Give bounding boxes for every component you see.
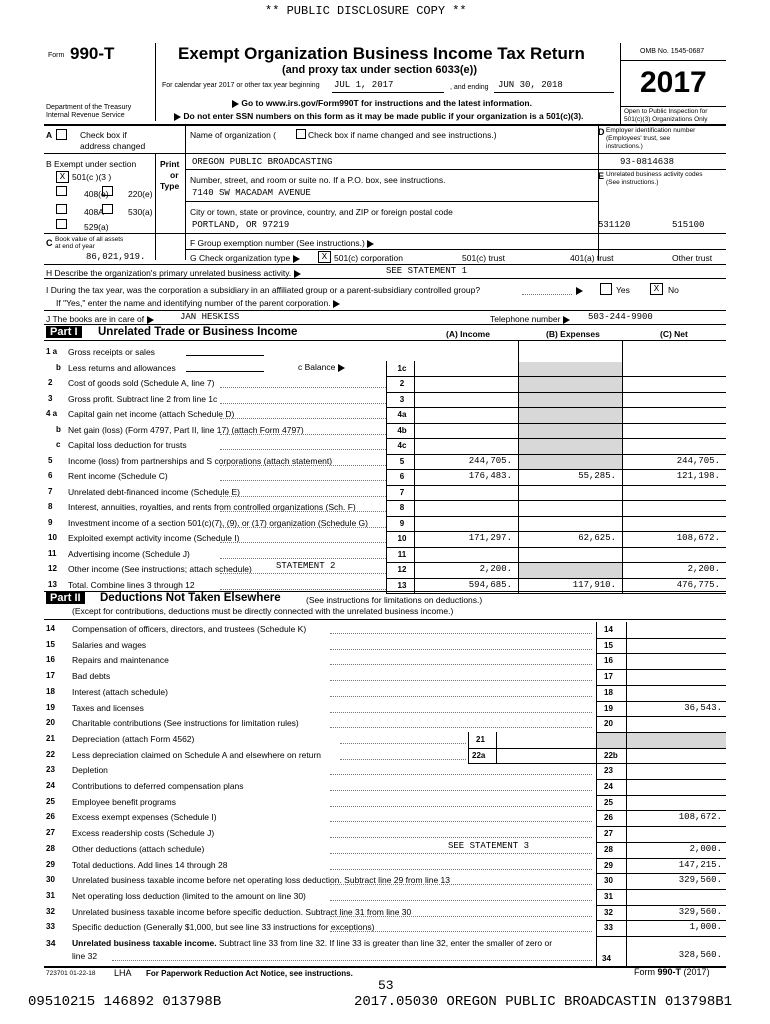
p2-box-label: 20 (604, 719, 613, 729)
501c-corporation-label: 501(c) corporation (334, 253, 403, 263)
book-value-label-1: Book value of all assets (55, 236, 124, 243)
p1-box-label: 11 (397, 549, 407, 559)
type-label: Type (160, 181, 180, 191)
p2-line-num: 16 (46, 655, 55, 665)
tax-year-ending-text: , and ending (450, 84, 489, 91)
408a-checkbox[interactable] (56, 204, 67, 214)
p2-line-label: Unrelated business taxable income before net operating loss deduction. Subtract line 29 from line 13 (72, 875, 451, 886)
p2-line-label: Depreciation (attach Form 4562) (72, 733, 195, 744)
p1-box-label: 13 (397, 580, 407, 590)
arrow-icon (174, 113, 181, 121)
p2-box-label: 27 (604, 829, 613, 839)
line34-box: 34 (602, 954, 611, 963)
p2-line-label: Contributions to deferred compensation plans (72, 781, 244, 791)
501c-corporation-checkbox[interactable]: X (318, 251, 331, 263)
address-changed-line2: address changed (80, 141, 146, 151)
org-name: OREGON PUBLIC BROADCASTING (192, 157, 333, 167)
p1-line-label: Total. Combine lines 3 through 12 (68, 579, 195, 590)
p2-line-label: Unrelated business taxable income before specific deduction. Subtract line 31 from line 30 (72, 906, 412, 917)
col-c-header: (C) Net (660, 329, 688, 339)
p1-line-label: Investment income of a section 501(c)(7), (9), or (17) organization (Schedule G) (68, 517, 368, 528)
arrow-icon (338, 364, 345, 372)
p2-box-label: 15 (604, 640, 613, 650)
p2-line-num: 17 (46, 671, 55, 681)
part2-label: Part II (46, 592, 85, 604)
p2-amount: 1,000. (689, 922, 722, 933)
calendar-year-text: For calendar year 2017 or other tax year beginning (162, 82, 320, 89)
p2-box-label: 16 (604, 656, 613, 666)
or-label: or (170, 170, 179, 180)
p1-line-label: Cost of goods sold (Schedule A, line 7) (68, 378, 215, 388)
p1-line-num: b (56, 362, 61, 372)
p1-amount-b: 55,285. (578, 471, 616, 481)
p2-line-label: Excess readership costs (Schedule J) (72, 828, 215, 839)
p2-line-label: Interest (attach schedule) (72, 686, 168, 697)
p1-amount-c: 2,200. (687, 564, 720, 574)
401a-trust-label: 401(a) trust (570, 253, 614, 263)
parent-corp-label: If "Yes," enter the name and identifying number of the parent corporation. (56, 298, 340, 308)
p2-line-label: Specific deduction (Generally $1,000, but see line 33 instructions for exceptions) (72, 922, 375, 933)
form-subtitle: (and proxy tax under section 6033(e)) (282, 64, 477, 76)
section-501c: 501(c )(3 ) (72, 172, 112, 182)
subsidiary-no-checkbox[interactable]: X (650, 283, 663, 295)
p1-line-num: 6 (48, 471, 53, 480)
529a-checkbox[interactable] (56, 219, 67, 229)
p2-amount: 108,672. (678, 812, 722, 823)
paperwork-notice: For Paperwork Reduction Act Notice, see instructions. (146, 969, 353, 978)
line12-statement: STATEMENT 2 (276, 561, 336, 571)
p2-box-label: 30 (604, 876, 613, 886)
ein-label-1: Employer identification number (606, 127, 696, 134)
no-label: No (668, 285, 679, 295)
p1-amount-c: 476,775. (676, 579, 720, 590)
filing-id: 2017.05030 OREGON PUBLIC BROADCASTIN 013798B1 (354, 994, 733, 1010)
p2-line-num: 30 (46, 875, 55, 885)
lha-label: LHA (114, 968, 132, 978)
p2-line-label: Salaries and wages (72, 639, 147, 650)
p1-box-label: 3 (399, 394, 405, 404)
form-number: 990-T (70, 44, 115, 63)
batch-number: 09510215 146892 013798B (28, 994, 222, 1010)
open-public-line2: 501(c)(3) Organizations Only (624, 116, 708, 123)
group-exemption-label: F Group exemption number (See instructions.) (190, 238, 374, 248)
section-408a: 408A (84, 207, 104, 217)
p1-line-num: 9 (48, 517, 53, 527)
p1-line-label: Net gain (loss) (Form 4797, Part II, line 17) (attach Form 4797) (68, 424, 304, 435)
p2-line-num: 26 (46, 812, 55, 822)
public-disclosure-banner: ** PUBLIC DISCLOSURE COPY ** (265, 4, 467, 18)
501c-trust-label: 501(c) trust (462, 253, 505, 263)
p1-box-label: 7 (399, 487, 405, 497)
p2-line-num: 20 (46, 718, 55, 728)
p2-line-label: Taxes and licenses (72, 702, 144, 713)
p1-box-label: 1c (397, 363, 407, 373)
p1-amount-c: 121,198. (676, 471, 720, 481)
form-title: Exempt Organization Business Income Tax Return (178, 44, 585, 63)
p1-line-label: Unrelated debt-financed income (Schedule E) (68, 486, 240, 497)
p2-line-label: Excess exempt expenses (Schedule I) (72, 812, 217, 823)
p1-line-num: 13 (48, 579, 57, 589)
line1b-field (186, 371, 264, 372)
p2-line-num: 33 (46, 922, 55, 932)
p2-box-label: 33 (604, 923, 613, 933)
arrow-icon (293, 255, 300, 263)
p2-amount: 329,560. (678, 906, 722, 917)
p1-amount-a: 594,685. (468, 579, 512, 590)
name-changed-label: Check box if name changed and see instructions.) (308, 130, 497, 140)
p2-line-num: 21 (46, 733, 55, 743)
p1-box-label: 5 (399, 456, 405, 466)
p1-amount-a: 171,297. (468, 533, 512, 543)
other-trust-label: Other trust (672, 253, 713, 263)
telephone-label: Telephone number (490, 314, 570, 324)
p2-line-num: 18 (46, 686, 55, 696)
220e-checkbox[interactable] (102, 186, 113, 196)
p1-box-label: 8 (399, 503, 405, 512)
tax-year-end: JUN 30, 2018 (498, 80, 563, 90)
p1-box-label: 4b (397, 425, 407, 435)
p2-box-label: 23 (604, 766, 613, 776)
section-e-letter: E (598, 171, 605, 181)
p1-line-label: Rent income (Schedule C) (68, 471, 168, 481)
line1a-field (186, 355, 264, 356)
books-care-name: JAN HESKISS (180, 312, 240, 322)
p1-line-label: Advertising income (Schedule J) (68, 548, 190, 559)
book-value: 86,021,919. (86, 252, 146, 262)
section-530a: 530(a) (128, 207, 153, 217)
p1-line-num: b (56, 424, 61, 434)
org-name-label: Name of organization ( (190, 130, 276, 140)
p2-line-label: Depletion (72, 765, 108, 776)
p1-box-label: 4c (397, 441, 407, 450)
530a-checkbox[interactable] (102, 204, 113, 214)
line22a-box: 22a (472, 750, 486, 760)
ssn-warning: Do not enter SSN numbers on this form as it may be made public if your organization is a 501(c)(3). (174, 111, 583, 121)
line34-label-2: line 32 (72, 951, 98, 961)
p1-line-label: Income (loss) from partnerships and S corporations (attach statement) (68, 455, 333, 466)
goto-instructions: Go to www.irs.gov/Form990T for instructions and the latest information. (232, 98, 532, 108)
p2-box-label: 17 (604, 672, 613, 682)
p1-line-num: 2 (48, 378, 53, 387)
city-state-zip: PORTLAND, OR 97219 (192, 220, 290, 230)
ein-label-2: (Employees' trust, see (606, 135, 671, 142)
part1-label: Part I (46, 326, 82, 338)
primary-activity-label: H Describe the organization's primary unrelated business activity. (46, 268, 301, 278)
p2-box-label: 26 (604, 813, 613, 823)
activity-code-1: 531120 (598, 220, 631, 230)
subsidiary-question: I During the tax year, was the corporation a subsidiary in an affiliated group or a parent-subsidiary controlled group? (46, 285, 481, 295)
activity-codes-label-1: Unrelated business activity codes (606, 171, 703, 178)
subsidiary-yes-checkbox[interactable] (600, 283, 612, 295)
p1-line-num: 11 (48, 548, 57, 558)
city-label: City or town, state or province, country, and ZIP or foreign postal code (190, 207, 453, 217)
p2-amount: 36,543. (684, 702, 722, 713)
p2-line-label: Charitable contributions (See instructions for limitation rules) (72, 718, 299, 729)
p1-line-num: 12 (48, 564, 57, 573)
p1-line-label: Interest, annuities, royalties, and rents from controlled organizations (Sch. F) (68, 502, 356, 512)
p1-line-label: Capital gain net income (attach Schedule D) (68, 409, 235, 419)
p1-amount-a: 2,200. (479, 564, 512, 574)
part2-title: Deductions Not Taken Elsewhere (100, 592, 281, 604)
street-label: Number, street, and room or suite no. If a P.O. box, see instructions. (190, 175, 446, 185)
p2-box-label: 18 (604, 687, 613, 697)
p2-line-label: Repairs and maintenance (72, 655, 169, 666)
section-d-letter: D (598, 127, 605, 137)
p1-line-label: Exploited exempt activity income (Schedule I) (68, 533, 240, 543)
page-number: 53 (378, 978, 394, 993)
arrow-icon (147, 316, 154, 324)
p1-box-label: 6 (399, 472, 405, 481)
open-public-line1: Open to Public Inspection for (624, 108, 708, 115)
col-b-header: (B) Expenses (546, 329, 600, 339)
tax-year: 2017 (640, 66, 707, 99)
p1-line-label: Less returns and allowances (68, 362, 176, 373)
p2-box-label: 14 (604, 625, 613, 634)
org-type-label: G Check organization type (190, 253, 300, 263)
arrow-icon (563, 316, 570, 324)
footer-form: Form 990-T (2017) (634, 967, 710, 977)
p2-box-label: 28 (604, 844, 613, 854)
exempt-under-section: B Exempt under section (46, 159, 137, 169)
p1-box-label: 12 (397, 565, 407, 574)
col-a-header: (A) Income (446, 329, 490, 339)
p2-amount: 2,000. (689, 843, 722, 854)
line34-label: Unrelated business taxable income. Subtract line 33 from line 32. If line 33 is greater than line 32, enter the smaller of zero or (72, 938, 553, 948)
section-529a: 529(a) (84, 222, 109, 232)
p1-amount-b: 62,625. (578, 533, 616, 543)
p1-box-label: 10 (397, 534, 407, 543)
line34-value: 328,560. (678, 950, 722, 960)
p2-line-num: 25 (46, 796, 55, 806)
street-address: 7140 SW MACADAM AVENUE (192, 188, 311, 198)
p2-line-label: Total deductions. Add lines 14 through 28 (72, 859, 228, 870)
501c-checkbox[interactable]: X (56, 171, 69, 183)
p1-line-label: Gross profit. Subtract line 2 from line 1c (68, 393, 218, 404)
p2-line-num: 29 (46, 859, 55, 869)
p2-line-num: 28 (46, 843, 55, 853)
p2-box-label: 31 (604, 891, 613, 901)
print-label: Print (160, 159, 180, 169)
p1-box-label: 2 (399, 379, 405, 388)
p1-line-num: 8 (48, 502, 53, 511)
part2-title-note: (See instructions for limitations on deductions.) (306, 595, 483, 605)
p2-box-label: 29 (604, 860, 613, 870)
tax-year-begin: JUL 1, 2017 (334, 80, 394, 90)
address-changed-checkbox[interactable] (56, 129, 67, 140)
p2-box-label: 22b (604, 750, 618, 760)
p2-line-num: 14 (46, 624, 55, 633)
arrow-icon (232, 100, 239, 108)
p2-line-num: 32 (46, 906, 55, 916)
arrow-icon (294, 270, 301, 278)
p2-line-num: 22 (46, 749, 55, 759)
p2-line-label: Net operating loss deduction (limited to the amount on line 30) (72, 890, 306, 901)
ein-label-3: instructions.) (606, 143, 643, 150)
p1-line-label: Gross receipts or sales (68, 347, 155, 357)
p2-line-label: Compensation of officers, directors, and trustees (Schedule K) (72, 624, 307, 634)
p1-line-num: 5 (48, 455, 53, 465)
activity-codes-label-2: (See instructions.) (606, 179, 659, 186)
p2-line-num: 27 (46, 828, 55, 838)
p2-line-label: Less depreciation claimed on Schedule A and elsewhere on return (72, 749, 322, 760)
p2-line-num: 23 (46, 765, 55, 775)
p2-line-label: Employee benefit programs (72, 796, 176, 807)
ein-value: 93-0814638 (620, 157, 675, 167)
footer-code: 723701 01-22-18 (46, 970, 96, 977)
arrow-icon (576, 285, 583, 295)
books-care-label: J The books are in care of (46, 314, 154, 324)
p1-amount-c: 108,672. (676, 533, 720, 543)
p1-amount-b: 117,910. (572, 579, 616, 590)
section-220e: 220(e) (128, 189, 153, 199)
p2-box-label: 19 (604, 703, 613, 713)
primary-activity-value: SEE STATEMENT 1 (386, 266, 468, 276)
telephone-value: 503-244-9900 (588, 312, 653, 322)
p2-amount: 147,215. (678, 859, 722, 870)
p2-box-label: 25 (604, 797, 613, 807)
line21-box: 21 (476, 734, 485, 744)
omb-number: OMB No. 1545-0687 (640, 48, 705, 55)
irs-label: Internal Revenue Service (46, 112, 125, 119)
p1-line-label: Capital loss deduction for trusts (68, 440, 187, 450)
p2-line-label: Bad debts (72, 671, 111, 682)
p1-line-num: 1 a (46, 347, 58, 356)
p1-amount-c: 244,705. (676, 455, 720, 466)
p2-box-label: 32 (604, 907, 613, 917)
line28-statement: SEE STATEMENT 3 (448, 841, 530, 851)
section-408e: 408(e) (84, 189, 109, 199)
part1-title: Unrelated Trade or Business Income (98, 326, 298, 338)
p2-line-num: 19 (46, 702, 55, 712)
p1-line-label: Other income (See instructions; attach schedule) (68, 564, 252, 574)
p1-line-num: 4 a (46, 409, 58, 418)
p2-line-num: 31 (46, 890, 55, 900)
408e-checkbox[interactable] (56, 186, 67, 196)
p2-box-label: 24 (604, 782, 613, 791)
name-changed-checkbox[interactable] (296, 129, 306, 139)
arrow-icon (333, 300, 340, 308)
form-word: Form (48, 52, 65, 59)
p2-line-label: Other deductions (attach schedule) (72, 843, 205, 854)
section-c-letter: C (46, 238, 53, 248)
p1-line-num: c (56, 440, 61, 449)
book-value-label-2: at end of year (55, 243, 95, 250)
dept-treasury: Department of the Treasury (46, 104, 132, 111)
p1-line-num: 10 (48, 533, 57, 542)
p2-line-num: 15 (46, 639, 55, 649)
p1-line-num: 7 (48, 486, 53, 496)
p1-box-label: 9 (399, 518, 405, 528)
p2-line-num: 24 (46, 781, 55, 790)
activity-code-2: 515100 (672, 220, 705, 230)
p1-amount-a: 176,483. (468, 471, 512, 481)
line34-num: 34 (46, 938, 56, 948)
p1-line-num: 3 (48, 393, 53, 403)
yes-label: Yes (616, 285, 630, 295)
address-changed-line1: Check box if (80, 130, 127, 140)
p1-amount-a: 244,705. (468, 455, 512, 466)
part2-subnote: (Except for contributions, deductions must be directly connected with the unrelated business income.) (72, 606, 454, 616)
section-a-letter: A (46, 130, 53, 140)
p2-amount: 329,560. (678, 875, 722, 886)
arrow-icon (367, 240, 374, 248)
balance-label: c Balance (298, 362, 345, 372)
p1-box-label: 4a (397, 410, 407, 419)
